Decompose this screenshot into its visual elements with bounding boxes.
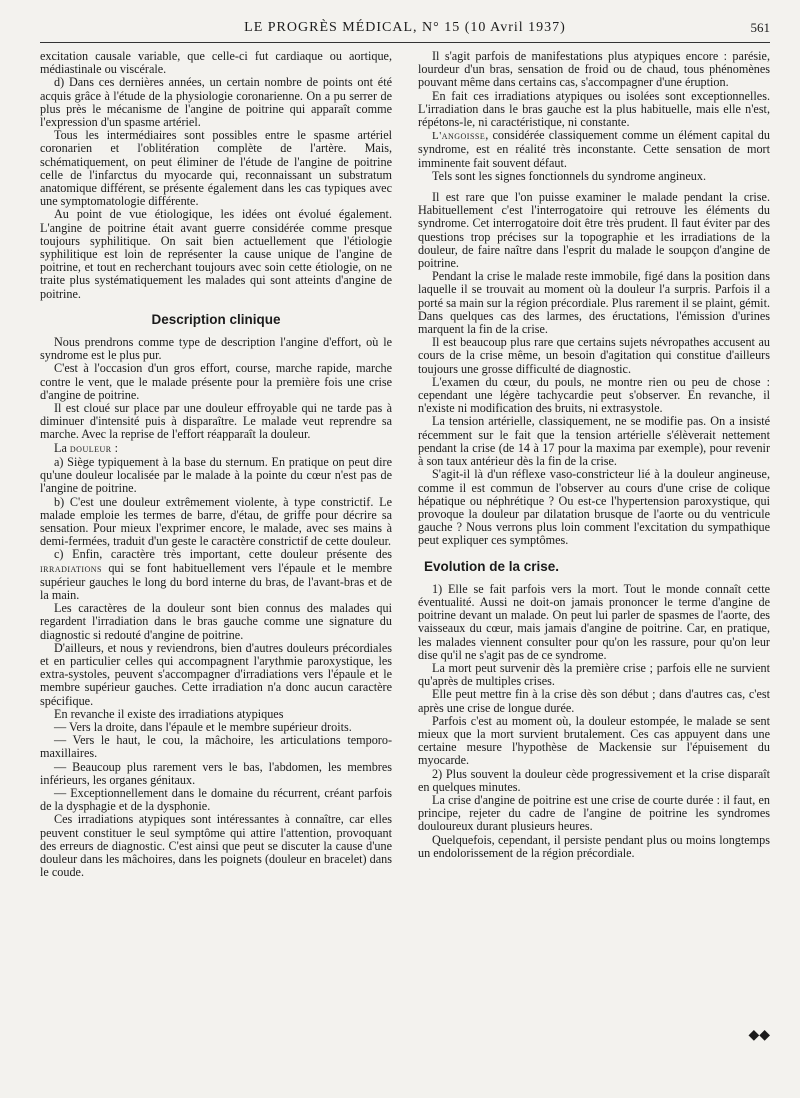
- paragraph: C'est à l'occasion d'un gros effort, course, marche rapide, marche contre le vent, que le malade présente pour la première fois une crise d'angine de poitrine.: [40, 361, 392, 402]
- paragraph: La crise d'angine de poitrine est une crise de courte durée : il faut, en principe, rejeter du cadre de l'angine de poitrine les syndromes douloureux durant plusieurs heures.: [418, 792, 770, 834]
- paragraph: Tous les intermédiaires sont possibles entre le spasme artériel coronarien et l'oblitération complète de l'artère. Mais, schématiquement, on peut éliminer de l'étude de l'angine de poitrine celle de l'infarctus du myocarde qui, reconnaissant un substratum anatomique différent, se présente également dans les cas typiques avec une symptomatologie différente.: [40, 128, 392, 209]
- paragraph: Parfois c'est au moment où, la douleur estompée, le malade se sent mieux que la mort survient brutalement. Ces cas appuyent dans une certaine mesure l'hypothèse de Mackensie sur l'épuisement du myocarde.: [418, 713, 770, 768]
- text-run: qui se font habituellement vers l'épaule et le membre supérieur gauches le long du bord interne du bras, de l'avant-bras et de la main.: [40, 560, 392, 602]
- paragraph: Il s'agit parfois de manifestations plus atypiques encore : parésie, lourdeur d'un bras, sensation de froid ou de chaud, tous phénomènes pouvant même dans certains cas, s'accompagner d'une éruption.: [418, 49, 770, 90]
- journal-title: LE PROGRÈS MÉDICAL, N° 15 (10 Avril 1937): [244, 20, 566, 35]
- paragraph: — Beaucoup plus rarement vers le bas, l'abdomen, les membres inférieurs, les organes génitaux.: [40, 759, 392, 787]
- small-caps-term: L'angoisse: [432, 130, 486, 143]
- text-run: , considérée classiquement comme un élément capital du syndrome, est en réalité très inconstante. Cette sensation de mort imminente fait souvent défaut.: [418, 128, 770, 170]
- paragraph: La tension artérielle, classiquement, ne se modifie pas. On a insisté récemment sur le fait que la tension artérielle s'élèverait nettement pendant la crise (de 14 à 17 pour la maxima par exemple), pour revenir à son taux antérieur dès la fin de la crise.: [418, 414, 770, 469]
- section-heading-description: Description clinique: [151, 311, 281, 327]
- paragraph: d) Dans ces dernières années, un certain nombre de points ont été acquis grâce à l'étude de la physiologie coronarienne. On a pu serrer de plus près le mécanisme de l'angine de poitrine qui apparaît comme l'expression d'un spasme artériel.: [40, 75, 392, 130]
- paragraph: excitation causale variable, que celle-ci fut cardiaque ou aortique, médiastinale ou viscérale.: [40, 49, 392, 77]
- paragraph: 2) Plus souvent la douleur cède progressivement et la crise disparaît en quelques minutes.: [418, 766, 770, 794]
- page-number: 561: [750, 20, 770, 35]
- paragraph: b) C'est une douleur extrêmement violente, à type constrictif. Le malade emploie les termes de barre, d'étau, de griffe pour décrire sa sensation. Pour mieux l'exprimer encore, le malade, avec ses mains à demi-fermées, traduit d'un geste le caractère constrictif de cette douleur.: [40, 494, 392, 549]
- paragraph: L'examen du cœur, du pouls, ne montre rien ou peu de chose : cependant une légère tachycardie peut s'observer. En revanche, il n'existe ni modification des bruits, ni extrasystole.: [418, 374, 770, 416]
- paragraph: Il est rare que l'on puisse examiner le malade pendant la crise. Habituellement c'est l'interrogatoire qui retrouve les éléments du syndrome. Cet interrogatoire doit être très prudent. Il faut éviter par des questions trop précises sur la topographie et les irradiations de la douleur, de faire naître dans l'esprit du malade le soupçon d'angine de poitrine.: [418, 190, 770, 271]
- paragraph: S'agit-il là d'un réflexe vaso-constricteur lié à la douleur angineuse, comme il est commun de l'observer au cours d'une crise de colique hépatique ou néphrétique ? Ou est-ce l'hypertension paroxystique, qui provoque la douleur par dilatation brusque de l'aorte ou du ventricule gauche ? Nous verrons plus loin comment l'excitation du sympathique peut expliquer ces symptômes.: [418, 467, 770, 548]
- end-ornament: ◆◆: [748, 1028, 770, 1043]
- small-caps-term: irradiations: [40, 562, 102, 575]
- paragraph: Pendant la crise le malade reste immobile, figé dans la position dans laquelle il se trouvait au moment où la douleur l'a surpris. Parfois il a porté sa main sur la région précordiale. Plus rarement il se plaint, gémit. Dans quelques cas des larmes, des éructations, l'émission d'urines marquent la fin de la crise.: [418, 269, 770, 337]
- paragraph: — Vers le haut, le cou, la mâchoire, les articulations temporo-maxillaires.: [40, 733, 392, 761]
- page-header: [40, 20, 770, 43]
- small-caps-term: douleur: [69, 442, 112, 455]
- paragraph: — Exceptionnellement dans le domaine du récurrent, créant parfois de la dysphagie et de la dysphonie.: [40, 785, 392, 814]
- left-column: [40, 50, 392, 879]
- paragraph: Elle peut mettre fin à la crise dès son début ; dans d'autres cas, c'est après une crise de longue durée.: [418, 687, 770, 715]
- text-run: :: [111, 440, 119, 455]
- paragraph: Tels sont les signes fonctionnels du syndrome angineux.: [432, 168, 707, 183]
- paragraph: En fait ces irradiations atypiques ou isolées sont exceptionnelles. L'irradiation dans le bras gauche est la plus habituelle, mais elle n'est, répétons-le, ni caractéristique, ni constante.: [418, 88, 770, 130]
- paragraph: D'ailleurs, et nous y reviendrons, bien d'autres douleurs précordiales et en particulier celles qui accompagnent l'arythmie paroxystique, les extra-systoles, peuvent s'accompagner d'irradiations vers l'épaule et le membre supérieur gauches. Cette irradiation n'a donc aucun caractère spécifique.: [40, 640, 392, 708]
- paragraph: Il est beaucoup plus rare que certains sujets névropathes accusent au cours de la crise même, un besoin d'agitation qui constitue d'ailleurs toujours une grosse difficulté de diagnostic.: [418, 335, 770, 376]
- right-column: [418, 50, 770, 860]
- paragraph: Quelquefois, cependant, il persiste pendant plus ou moins longtemps un endolorissement de la région précordiale.: [418, 832, 770, 860]
- section-heading-evolution: Evolution de la crise.: [424, 558, 560, 574]
- paragraph: [418, 129, 770, 170]
- paragraph: Il est cloué sur place par une douleur effroyable qui ne tarde pas à diminuer d'intensité puis à disparaître. Le malade veut reprendre sa marche. Avec la reprise de l'effort réapparaît la douleur.: [40, 401, 392, 442]
- paragraph: Nous prendrons comme type de description l'angine d'effort, où le syndrome est le plus pur.: [40, 335, 392, 363]
- paragraph: [40, 548, 392, 602]
- paragraph: Ces irradiations atypiques sont intéressantes à connaître, car elles peuvent constituer le seul symptôme qui attire l'attention, provoquant des erreurs de diagnostic. C'est ainsi que peut se discuter la cause d'une douleur dans les mâchoires, dans les poignets (douleur en bracelet) dans le coude.: [40, 812, 392, 880]
- paragraph: Au point de vue étiologique, les idées ont évolué également. L'angine de poitrine était avant guerre considérée comme presque toujours syphilitique. On sait bien actuellement que l'étiologie syphilitique est loin de représenter la cause unique de l'angine de poitrine, et tout en recherchant toujours avec soin cette étiologie, on ne traite plus systématiquement les malades qui sont atteints d'angine de poitrine.: [40, 207, 392, 301]
- paragraph: — Vers la droite, dans l'épaule et le membre supérieur droits.: [54, 719, 352, 734]
- paragraph: En revanche il existe des irradiations atypiques: [54, 706, 284, 721]
- paragraph: [40, 442, 392, 456]
- paragraph: Les caractères de la douleur sont bien connus des malades qui regardent l'irradiation dans le bras gauche comme une signature du diagnostic si redouté d'angine de poitrine.: [40, 601, 392, 642]
- paragraph: La mort peut survenir dès la première crise ; parfois elle ne survient qu'après de multiples crises.: [418, 660, 770, 689]
- text-run: La: [54, 440, 67, 455]
- text-run: c) Enfin, caractère très important, cette douleur présente des: [54, 547, 392, 562]
- paragraph: a) Siège typiquement à la base du sternum. En pratique on peut dire qu'une douleur localisée par le malade à la pointe du cœur n'est pas de l'angine de poitrine.: [40, 454, 392, 496]
- paragraph: 1) Elle se fait parfois vers la mort. Tout le monde connaît cette éventualité. Aussi ne doit-on jamais prononcer le terme d'angine de poitrine devant un malade. On peut lui parler de spasmes de l'aorte, des vaisseaux du cœur, mais jamais d'angine de poitrine. Car, en pratique, les malades viennent consulter pour qu'on les rassure, pour qu'on leur dise qu'il ne s'agit pas de ce syndrome.: [418, 581, 770, 662]
